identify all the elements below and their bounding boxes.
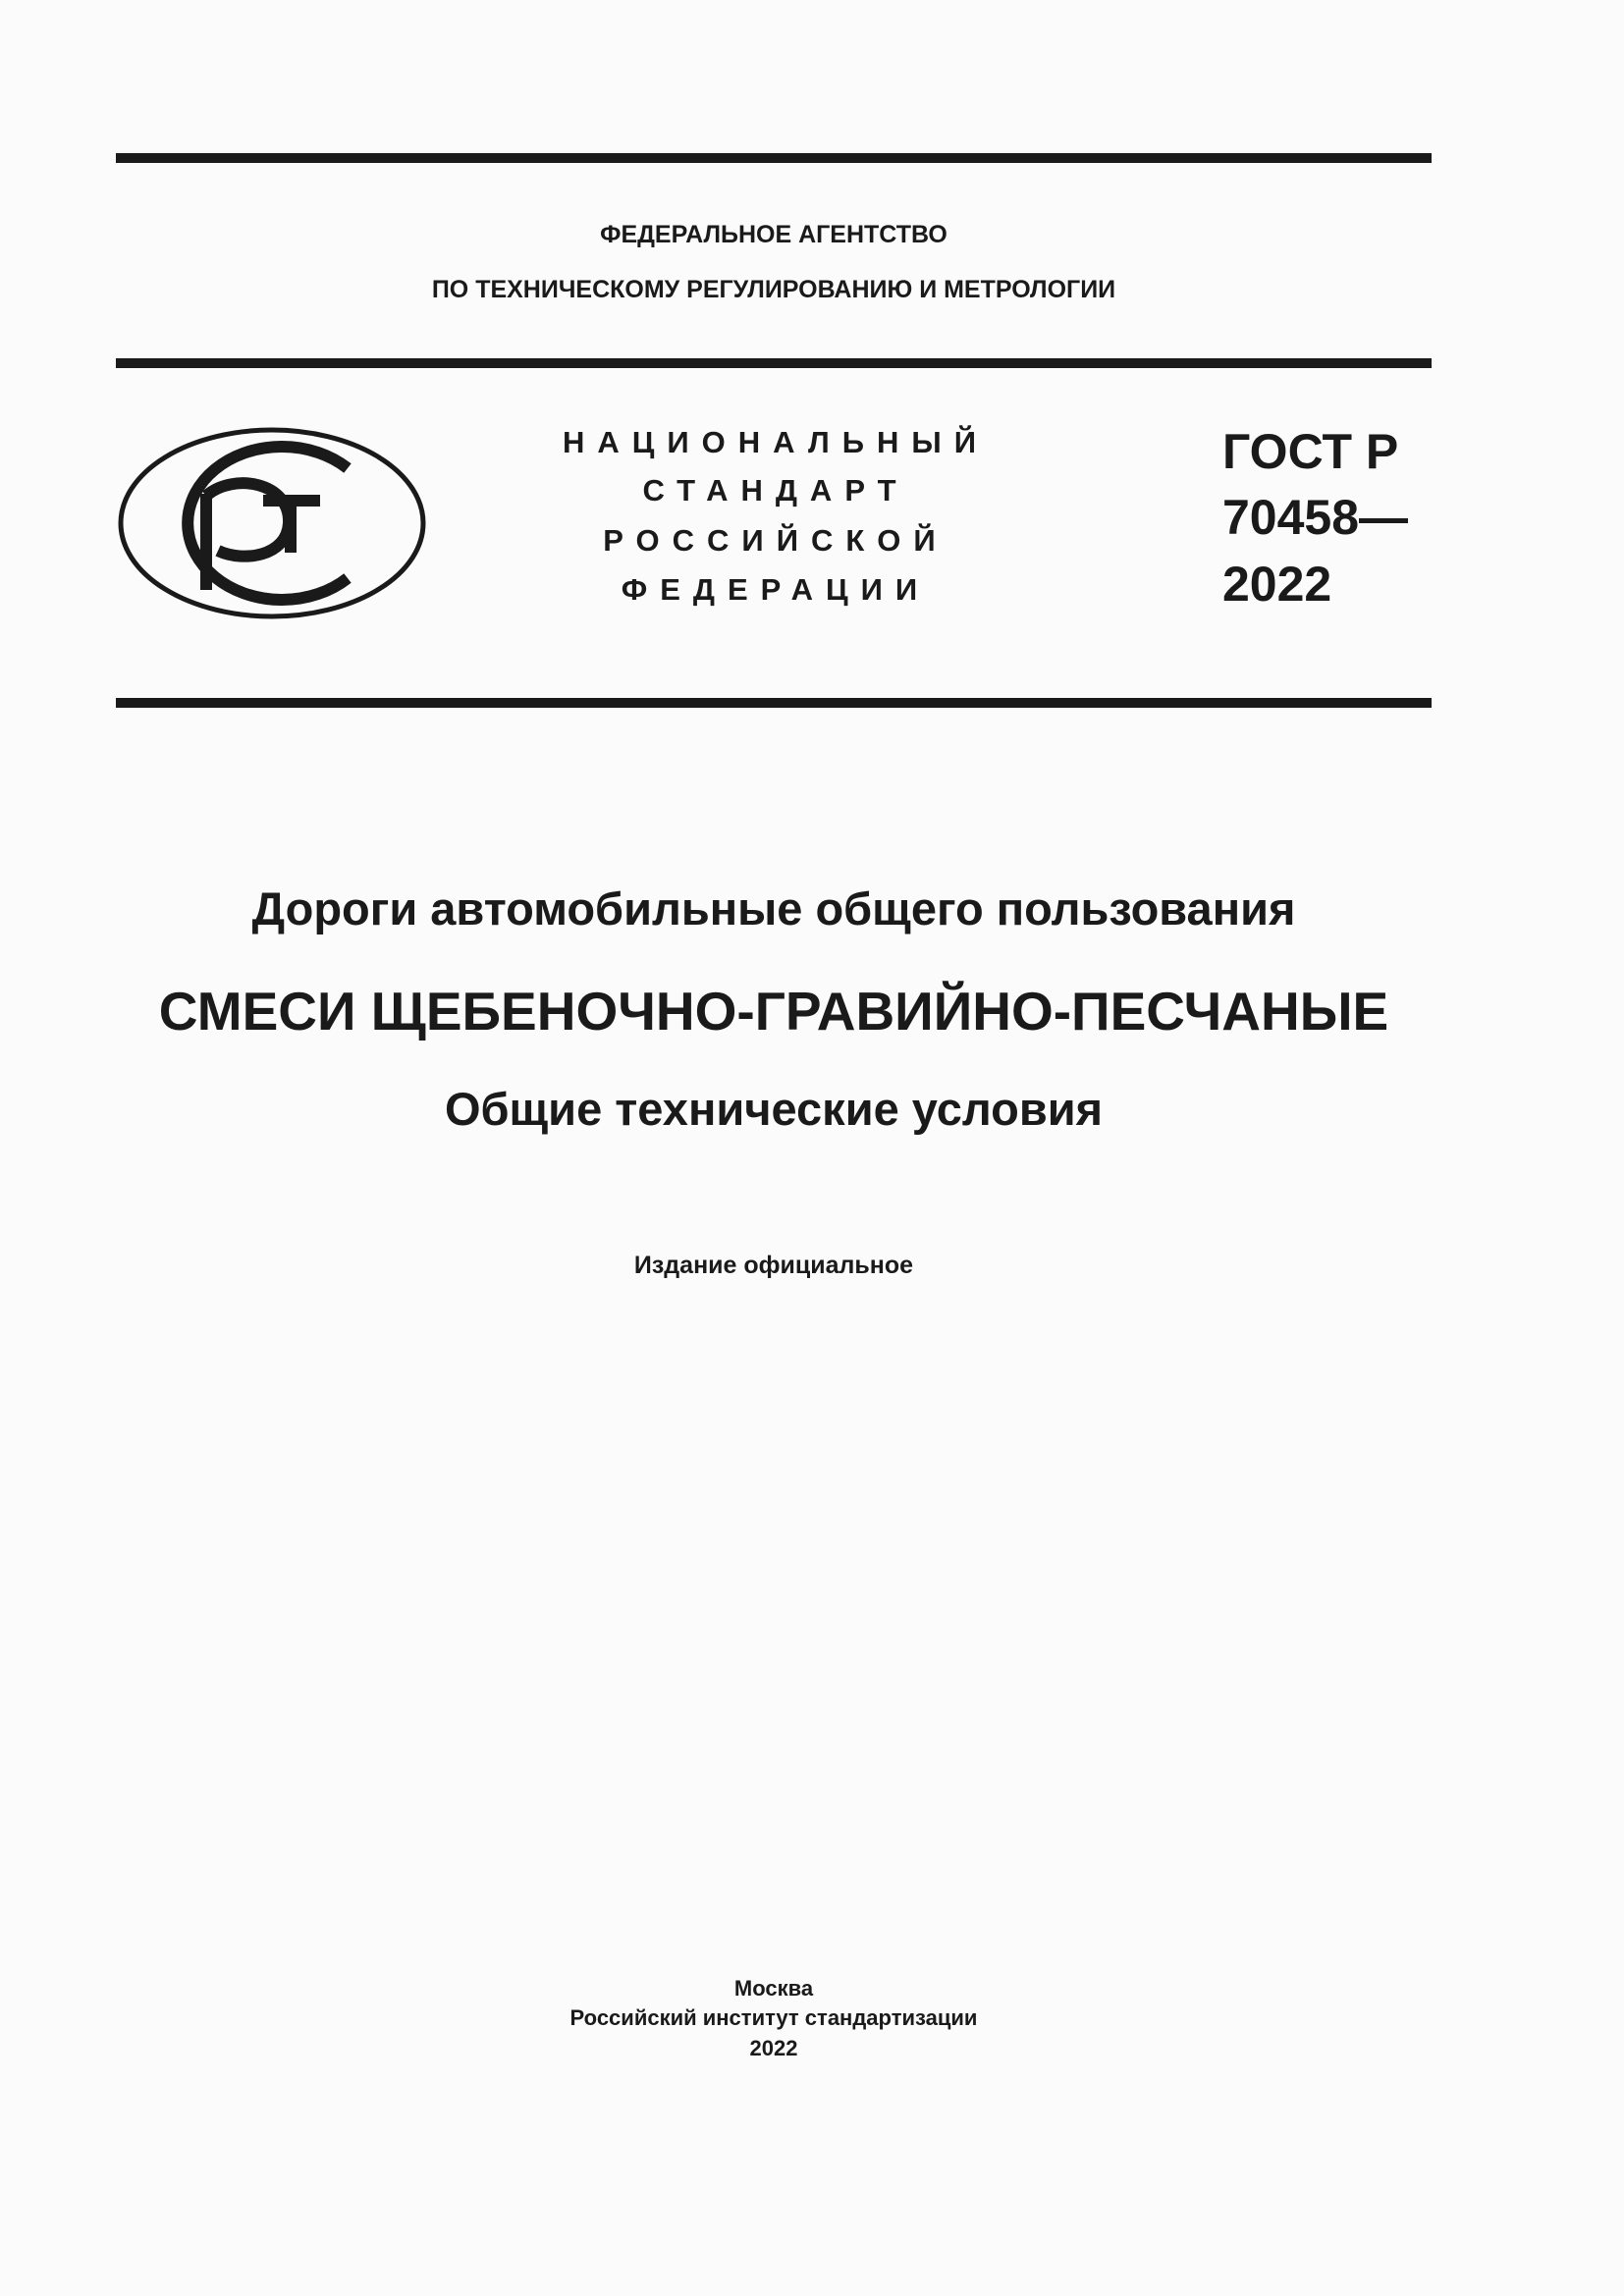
top-rule	[116, 153, 1432, 163]
standard-type-line-2: СТАНДАРТ	[642, 473, 909, 507]
agency-name-line-1: ФЕДЕРАЛЬНОЕ АГЕНТСТВО	[600, 221, 947, 248]
agency-name-line-2: ПО ТЕХНИЧЕСКОМУ РЕГУЛИРОВАНИЮ И МЕТРОЛОГИИ	[431, 276, 1116, 303]
header-rule	[116, 358, 1432, 368]
designation-line-1: ГОСТ Р	[1222, 424, 1399, 479]
edition-note: Издание официальное	[633, 1252, 914, 1279]
imprint-year: 2022	[749, 2036, 798, 2060]
section-rule	[116, 698, 1432, 708]
standard-type-line-3: РОССИЙСКОЙ	[603, 523, 948, 558]
document-title-main: СМЕСИ ЩЕБЕНОЧНО-ГРАВИЙНО-ПЕСЧАНЫЕ	[158, 981, 1389, 1041]
document-title-scope: Дороги автомобильные общего пользования	[251, 882, 1296, 934]
document-title-subtitle: Общие технические условия	[444, 1083, 1104, 1135]
imprint-publisher: Российский институт стандартизации	[569, 2005, 978, 2030]
gost-r-logo	[116, 425, 428, 621]
designation-line-2: 70458—	[1222, 490, 1409, 545]
standard-type-line-1: НАЦИОНАЛЬНЫЙ	[562, 425, 990, 459]
standard-type-line-4: ФЕДЕРАЦИИ	[621, 572, 931, 607]
rst-mark-icon	[116, 425, 428, 621]
designation-line-3: 2022	[1222, 557, 1332, 612]
imprint-city: Москва	[733, 1976, 814, 2001]
